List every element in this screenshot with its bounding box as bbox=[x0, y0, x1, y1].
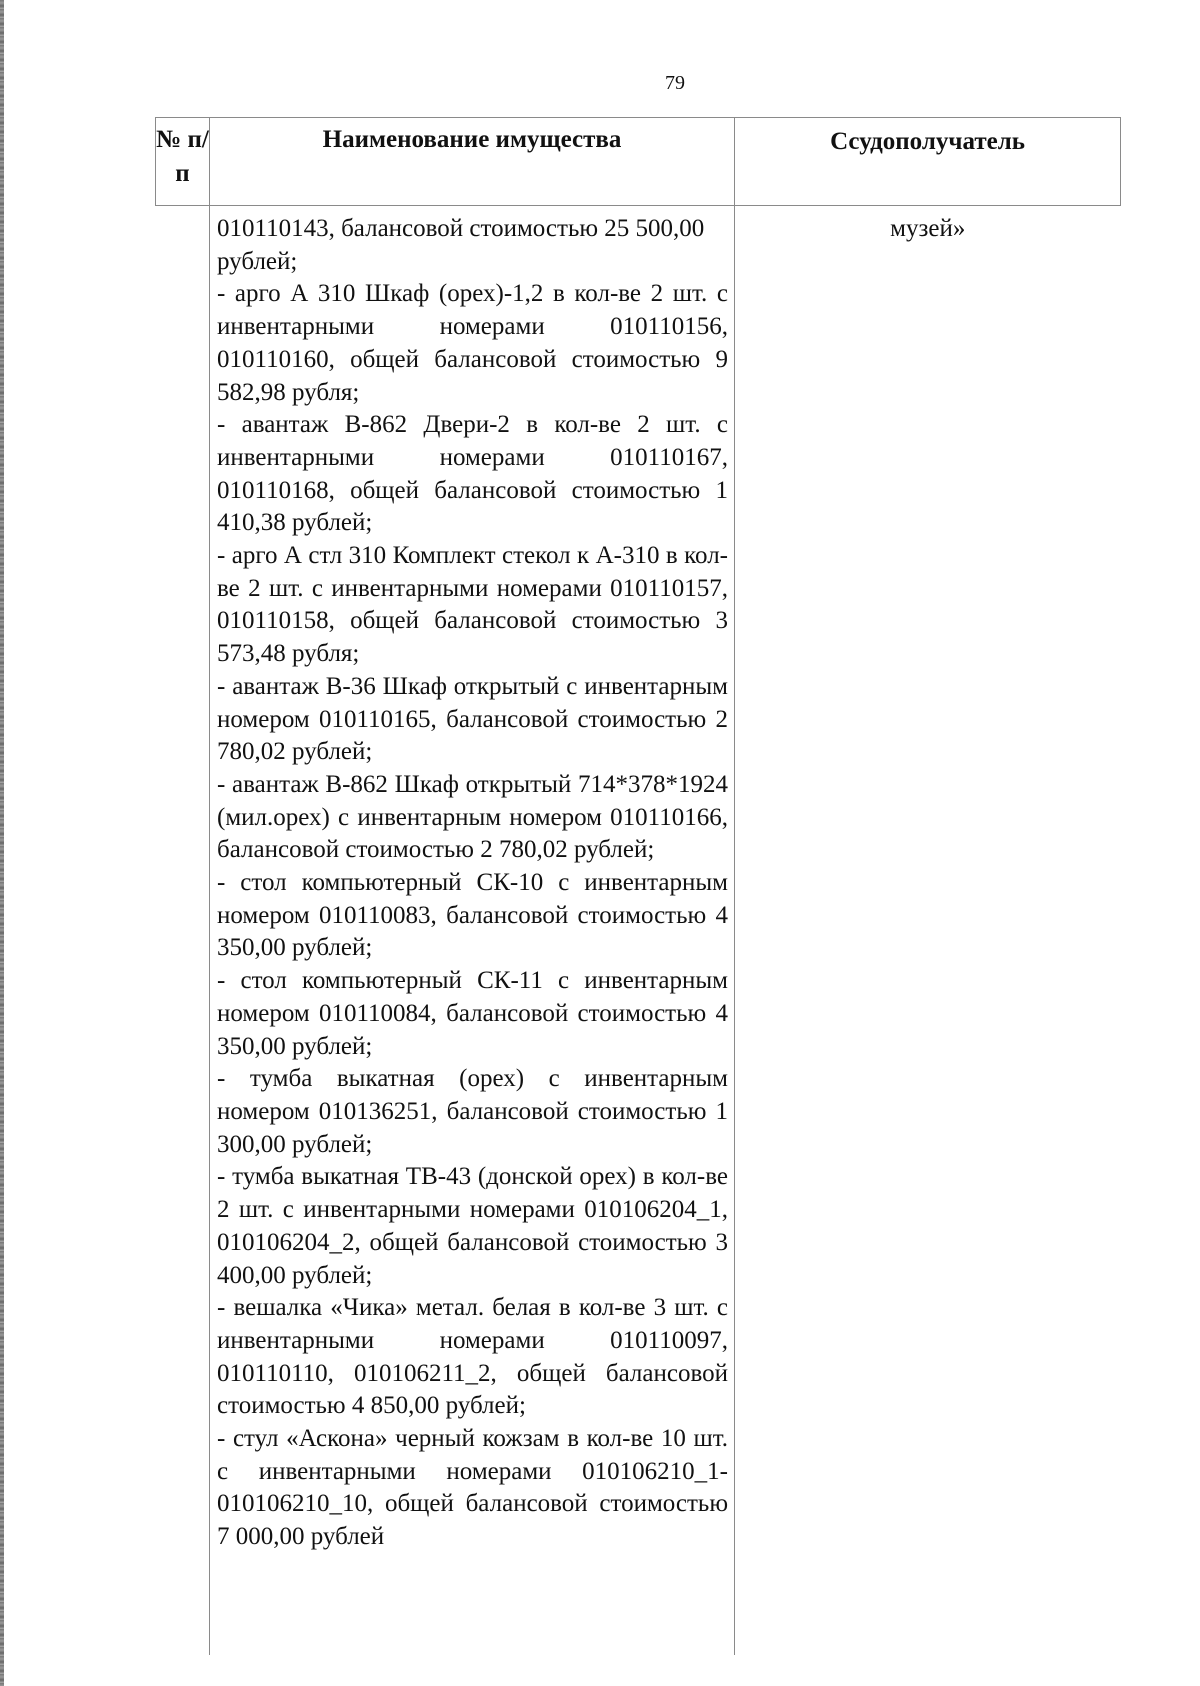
property-item: - стул «Аскона» черный кожзам в кол-ве 10 шт. с инвентарными номерами 010106210_1-010106210_10, общей балансовой стоимостью 7 000,00 рублей bbox=[217, 1425, 728, 1551]
property-list-cell bbox=[210, 206, 735, 1656]
property-table bbox=[155, 117, 1121, 1655]
property-item: - авантаж В-36 Шкаф открытый с инвентарным номером 010110165, балансовой стоимостью 2 780,02 рублей; bbox=[217, 672, 728, 766]
property-item: - авантаж В-862 Двери-2 в кол-ве 2 шт. с инвентарными номерами 010110167, 010110168, общей балансовой стоимостью 1 410,38 рублей; bbox=[217, 411, 728, 537]
borrower-cell: музей» bbox=[735, 206, 1121, 1656]
row-number bbox=[156, 206, 210, 1656]
property-item: 010110143, балансовой стоимостью 25 500,00 рублей; bbox=[217, 215, 705, 275]
property-item: - арго А 310 Шкаф (орех)-1,2 в кол-ве 2 шт. с инвентарными номерами 010110156, 010110160, общей балансовой стоимостью 9 582,98 рубля; bbox=[217, 280, 728, 406]
property-item: - стол компьютерный СК-11 с инвентарным номером 010110084, балансовой стоимостью 4 350,00 рублей; bbox=[217, 967, 728, 1060]
property-item: - стол компьютерный СК-10 с инвентарным номером 010110083, балансовой стоимостью 4 350,00 рублей; bbox=[217, 869, 728, 962]
table-row bbox=[156, 206, 1121, 1656]
page-number: 79 bbox=[665, 72, 685, 94]
property-item: - тумба выкатная (орех) с инвентарным номером 010136251, балансовой стоимостью 1 300,00 рублей; bbox=[217, 1065, 728, 1158]
header-number: № п/п bbox=[156, 118, 210, 206]
table-header-row bbox=[156, 118, 1121, 206]
property-item: - вешалка «Чика» метал. белая в кол-ве 3 шт. с инвентарными номерами 010110097, 010110110, 010106211_2, общей балансовой стоимостью 4 850,00 рублей; bbox=[217, 1294, 728, 1420]
scan-edge bbox=[0, 0, 4, 1686]
header-property-name: Наименование имущества bbox=[210, 118, 735, 206]
header-borrower: Ссудополучатель bbox=[735, 118, 1121, 206]
property-item: - тумба выкатная ТВ-43 (донской орех) в кол-ве 2 шт. с инвентарными номерами 010106204_1, 010106204_2, общей балансовой стоимостью 3 400,00 рублей; bbox=[217, 1163, 728, 1289]
property-item: - арго А стл 310 Комплект стекол к А-310 в кол-ве 2 шт. с инвентарными номерами 010110157, 010110158, общей балансовой стоимостью 3 573,48 рубля; bbox=[217, 542, 728, 668]
property-item: - авантаж В-862 Шкаф открытый 714*378*1924 (мил.орех) с инвентарным номером 010110166, балансовой стоимостью 2 780,02 рублей; bbox=[217, 770, 728, 864]
